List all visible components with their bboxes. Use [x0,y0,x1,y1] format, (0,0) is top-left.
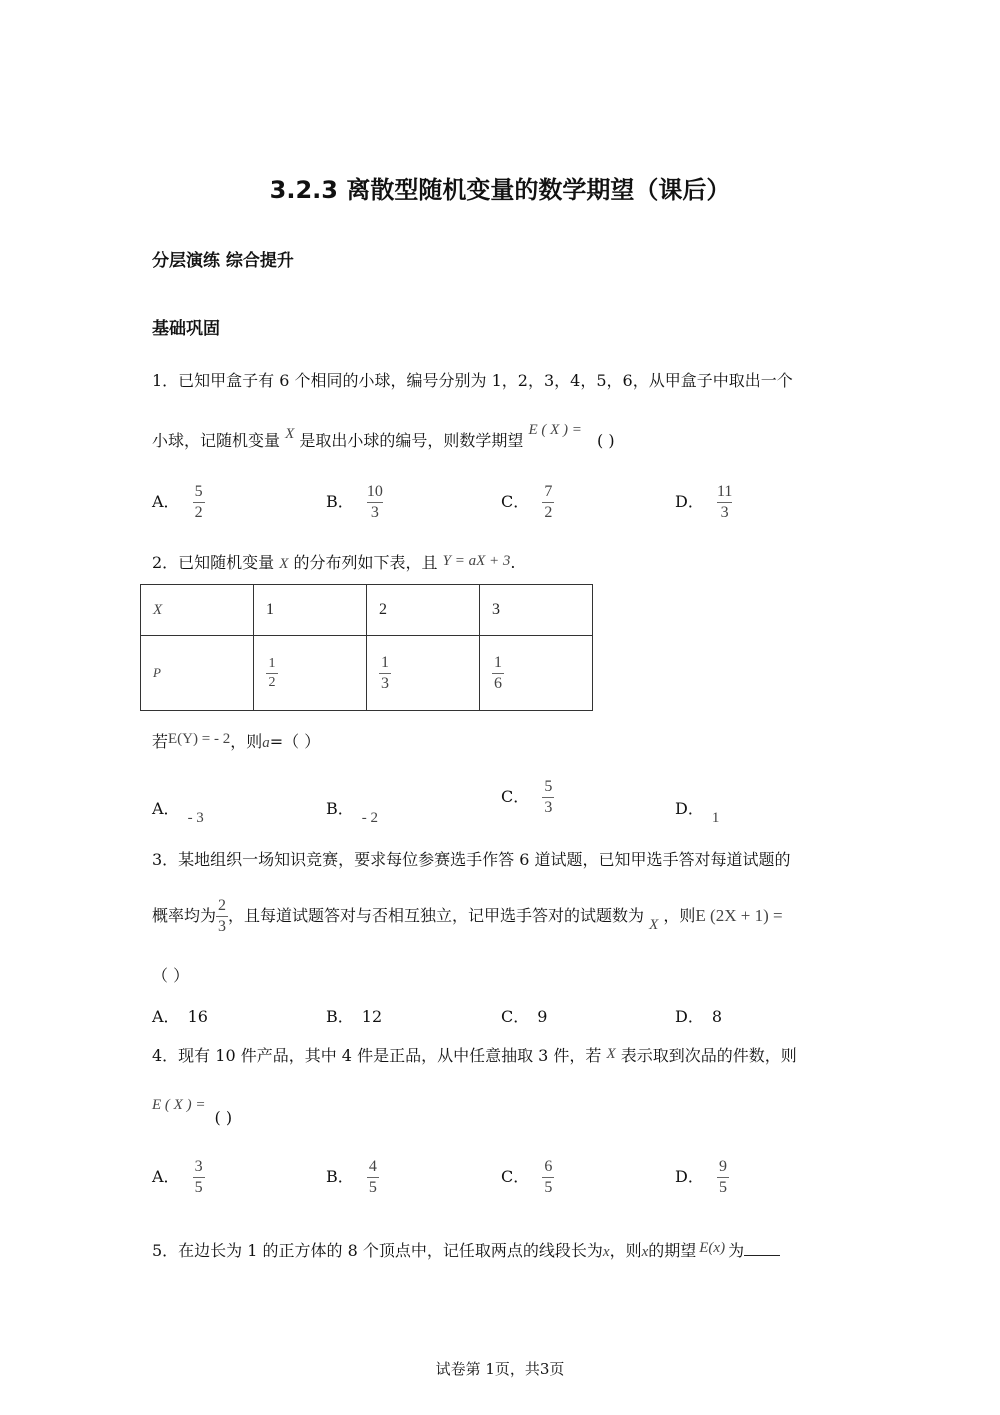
option-fraction [717,1157,729,1198]
option-label: B． [326,1007,354,1026]
q3-fraction [216,896,228,937]
q1-line2 [152,422,615,451]
numerator: 9 [718,1158,727,1175]
option-fraction [193,482,205,523]
option-fraction [542,777,554,818]
table-row [141,636,593,711]
q1-option-a[interactable] [152,482,205,523]
numerator: 3 [194,1158,203,1175]
option-label: B． [326,799,354,818]
option-value: 1 [711,810,720,826]
numerator: 10 [366,483,383,500]
q2-option-d[interactable] [675,796,720,826]
q3-text-b: ，且每道试题答对与否相互独立，记甲选手答对的试题数为 [228,906,645,925]
option-label: A． [152,799,180,818]
option-label: C． [501,492,530,511]
q1-expr: E ( X ) = [528,422,582,438]
option-label: C． [501,787,530,806]
q3-option-a[interactable] [152,1004,208,1027]
q2-cond-a: 若 [152,732,169,751]
denominator: 5 [718,1179,727,1196]
option-value: 9 [537,1007,548,1026]
q4-option-a[interactable] [152,1157,205,1198]
q3-option-b[interactable] [326,1004,382,1027]
denominator: 3 [381,674,389,692]
q4-line2 [152,1094,233,1127]
q3-expr: E (2X + 1) = [695,906,783,925]
denominator: 5 [368,1179,377,1196]
q5-text-d: 为 [728,1241,745,1260]
denominator: 2 [194,504,203,521]
q2-expr: Y = aX + 3 [442,553,511,569]
option-label: B． [326,492,354,511]
q2-cond-var: a [262,735,270,751]
q2-line1 [152,550,516,573]
denominator: 3 [218,918,227,935]
table-cell: 1 [254,585,367,636]
q5-var2: x [641,1244,649,1260]
option-value: - 3 [187,810,204,826]
option-fraction [193,1157,205,1198]
q5-expr: E(x) [699,1240,726,1256]
option-label: A． [152,492,180,511]
q4-text-b: 表示取到次品的件数，则 [620,1046,797,1065]
q5-text-c: 的期望 [648,1241,697,1260]
q4-text-a: 4．现有 10 件产品，其中 4 件是正品，从中任意抽取 3 件，若 [152,1046,602,1065]
q1-option-b[interactable] [326,482,383,523]
table-cell: 2 [367,585,480,636]
q3-line1: 3．某地组织一场知识竞赛，要求每位参赛选手作答 6 道试题，已知甲选手答对每道试题的 [152,850,791,869]
cell-text: X [153,602,163,618]
q4-var: X [606,1046,616,1062]
denominator: 2 [544,504,553,521]
q2-text-b: 的分布列如下表，且 [293,553,438,572]
option-fraction [542,482,554,523]
option-label: D． [675,799,704,818]
option-label: A． [152,1007,180,1026]
distribution-table [140,584,593,711]
q4-option-d[interactable] [675,1157,729,1198]
denominator: 3 [370,504,379,521]
q3-text-c: ，则 [663,906,696,925]
q3-option-d[interactable] [675,1004,722,1027]
q2-option-a[interactable] [152,796,204,826]
option-value: 16 [187,1007,208,1026]
numerator: 5 [544,778,553,795]
answer-blank[interactable] [744,1241,780,1256]
option-fraction [367,1157,379,1198]
option-label: B． [326,1167,354,1186]
option-fraction [367,482,383,523]
q1-option-c[interactable] [501,482,554,523]
section-heading-layered: 分层演练 综合提升 [152,251,294,271]
option-label: C． [501,1007,530,1026]
option-label: A． [152,1167,180,1186]
q4-paren: ( ) [214,1108,233,1127]
option-label: D． [675,492,704,511]
table-cell: 3 [480,585,593,636]
option-value: 12 [361,1007,383,1026]
prob-fraction [492,653,504,694]
q2-text-a: 2．已知随机变量 [152,553,275,572]
q2-var: X [279,556,289,572]
q2-option-c[interactable] [501,777,554,818]
table-cell [141,585,254,636]
q1-paren: ( ) [597,431,615,450]
denominator: 5 [544,1179,553,1196]
q2-cond-expr: E(Y) = - 2 [168,731,231,747]
option-label: C． [501,1167,530,1186]
q2-cond-c: =（ ） [269,732,321,751]
q1-text-b: 是取出小球的编号，则数学期望 [299,431,524,450]
q4-expr: E ( X ) = [152,1097,206,1113]
q3-line2 [152,896,783,937]
q1-text-a: 小球，记随机变量 [152,431,281,450]
q5-text-b: ，则 [609,1241,642,1260]
section-heading-basic: 基础巩固 [152,319,220,339]
option-value: - 2 [361,810,379,826]
cell-text: P [153,665,161,680]
option-fraction [717,482,732,523]
numerator: 1 [381,653,389,671]
q5-line1 [152,1238,780,1261]
page-footer: 试卷第 1页，共3页 [435,1360,565,1378]
q4-line1 [152,1043,797,1066]
q1-var: X [285,426,295,442]
prob-fraction [379,653,391,694]
q1-option-d[interactable] [675,482,732,523]
prob-fraction [266,655,278,692]
q2-end: . [510,553,516,572]
q2-condition [152,729,320,752]
numerator: 2 [218,897,227,914]
numerator: 6 [544,1158,553,1175]
numerator: 4 [368,1158,377,1175]
q5-text-a: 5．在边长为 1 的正方体的 8 个顶点中，记任取两点的线段长为 [152,1241,603,1260]
option-label: D． [675,1167,704,1186]
table-cell [367,636,480,711]
numerator: 1 [494,653,502,671]
table-row [141,585,593,636]
q1-line1: 1．已知甲盒子有 6 个相同的小球，编号分别为 1，2，3，4，5，6，从甲盒子中取出一个 [152,371,793,390]
table-cell [141,636,254,711]
numerator: 1 [268,655,276,671]
denominator: 2 [268,674,276,690]
q2-option-b[interactable] [326,796,379,826]
q5-var: x [602,1244,610,1260]
table-cell [254,636,367,711]
q3-paren: （ ） [152,966,190,985]
table-cell [480,636,593,711]
q4-option-c[interactable] [501,1157,554,1198]
numerator: 5 [194,483,203,500]
numerator: 7 [544,483,553,500]
q3-var: X [649,917,659,933]
numerator: 11 [716,483,733,500]
denominator: 3 [544,799,553,816]
denominator: 5 [194,1179,203,1196]
q4-option-b[interactable] [326,1157,379,1198]
denominator: 6 [494,674,502,692]
option-label: D． [675,1007,704,1026]
option-value: 8 [711,1007,723,1026]
option-fraction [542,1157,554,1198]
denominator: 3 [720,504,729,521]
q3-text-a: 概率均为 [152,906,217,925]
q2-cond-b: ，则 [230,732,263,751]
q3-option-c[interactable] [501,1004,547,1027]
page-title: 3.2.3 离散型随机变量的数学期望（课后） [269,176,731,204]
